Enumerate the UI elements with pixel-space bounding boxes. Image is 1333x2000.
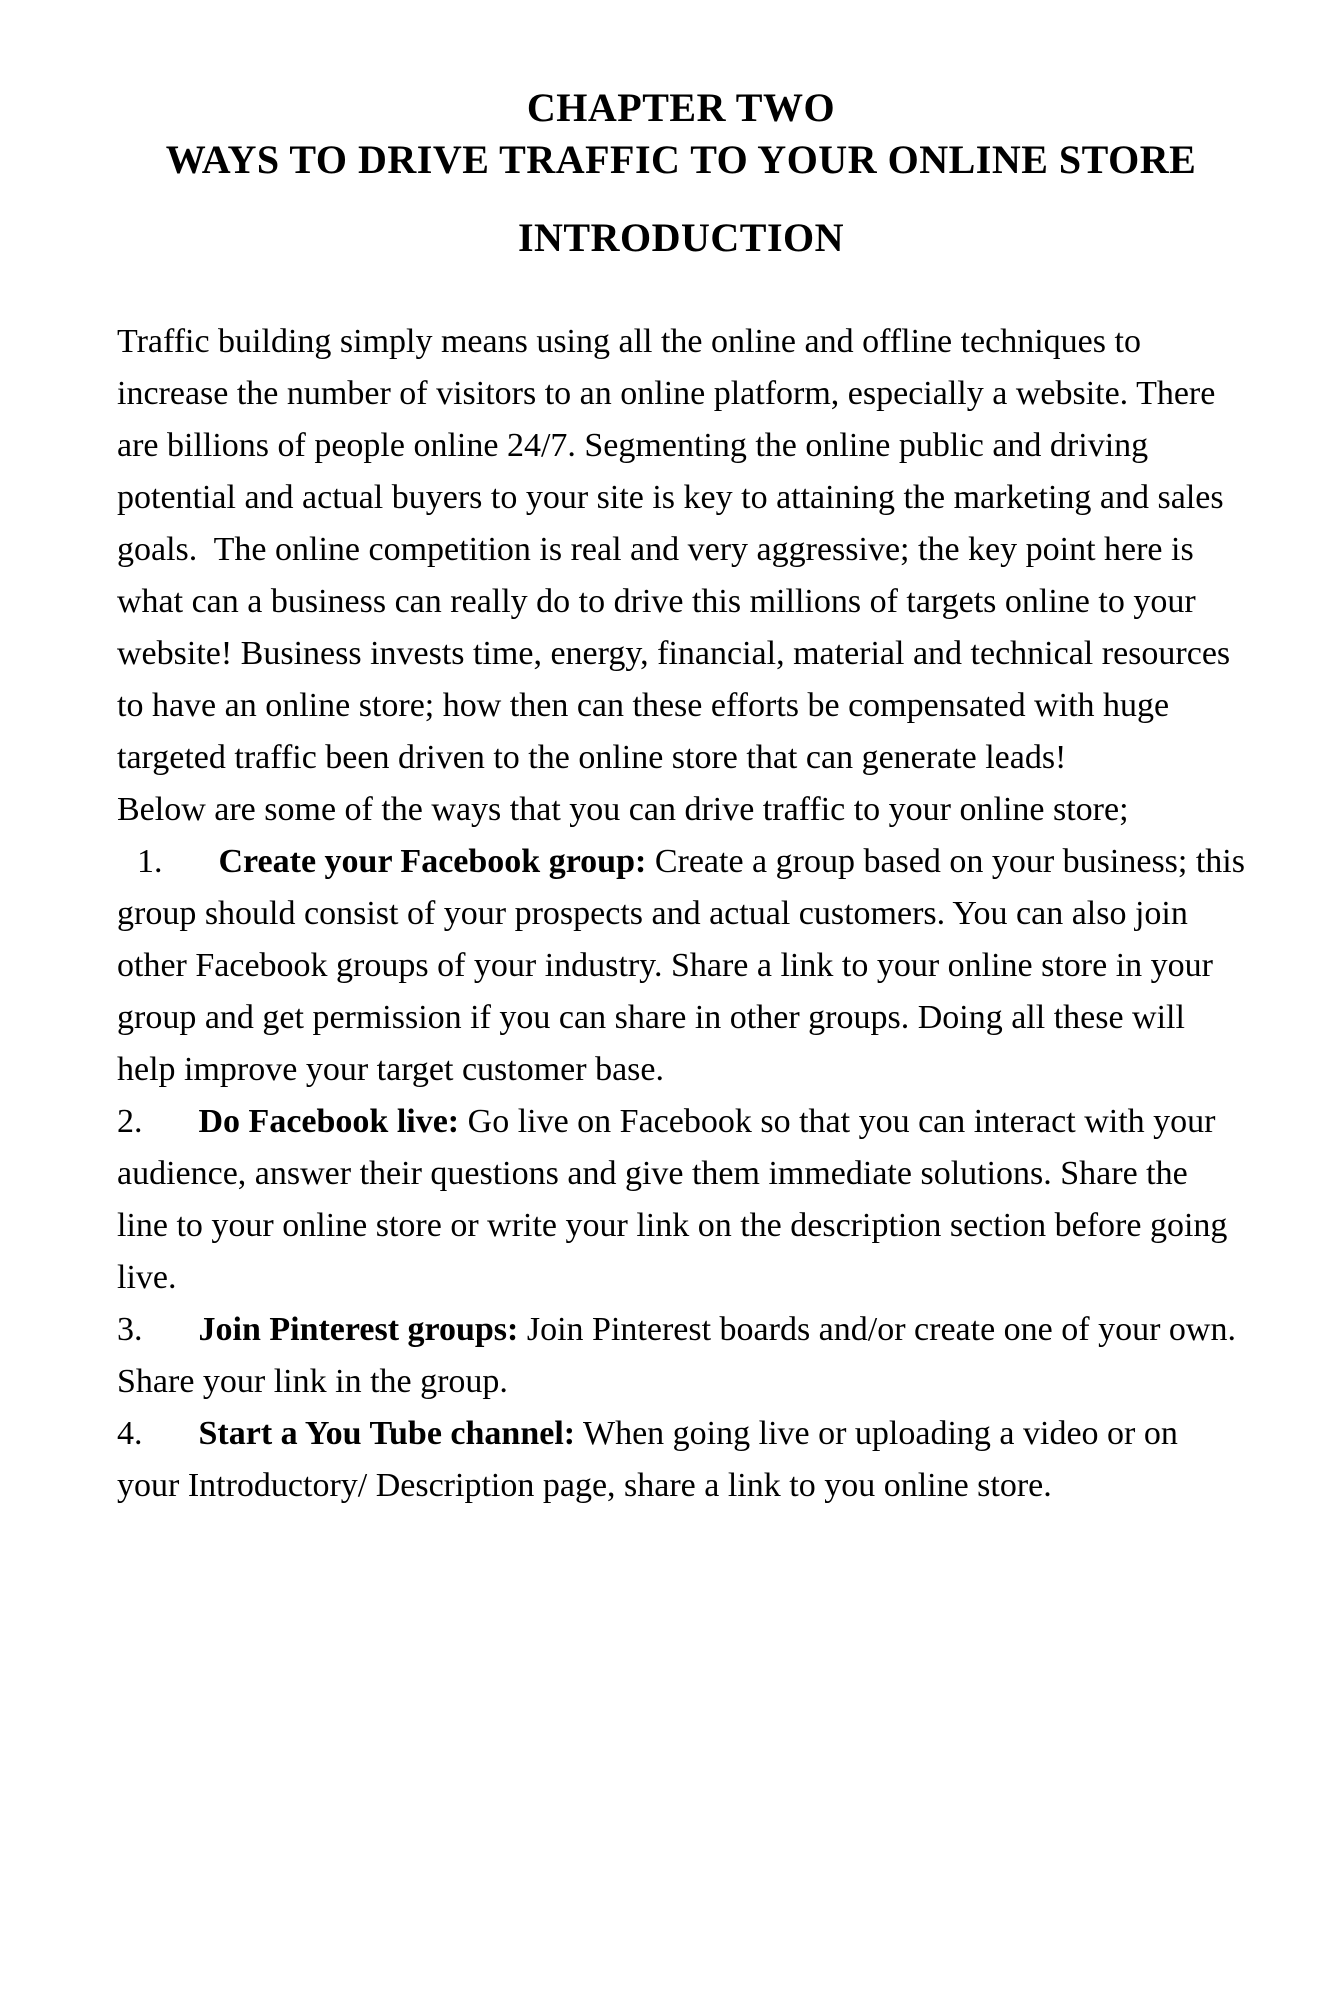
list-item-4-number: 4. [117,1415,143,1452]
introduction-heading: INTRODUCTION [517,215,845,260]
list-intro-paragraph: Below are some of the ways that you can drive traffic to your online store; [117,791,1129,828]
list-item-facebook-live [117,1096,1245,1304]
list-item-4-title: Start a You Tube channel: [198,1415,576,1452]
list-item-2-number: 2. [117,1103,143,1140]
list-item-3-title: Join Pinterest groups: [198,1311,519,1348]
chapter-name-heading: WAYS TO DRIVE TRAFFIC TO YOUR ONLINE STORE [165,137,1197,182]
list-item-pinterest-groups [117,1304,1245,1408]
list-item-youtube-channel [117,1408,1245,1512]
list-item-facebook-group [117,836,1245,1096]
list-item-3-number: 3. [117,1311,143,1348]
list-item-3-text: Join Pinterest boards and/or create one of your own. Share your link in the group. [117,1311,1236,1400]
list-item-2-title: Do Facebook live: [198,1103,460,1140]
list-item-2-text: Go live on Facebook so that you can interact with your audience, answer their questions and give them immediate solutions. Share the line to your online store or write your link on the description section before going live. [117,1103,1228,1296]
chapter-title [117,82,1245,186]
intro-paragraph: Traffic building simply means using all the online and offline techniques to increase the number of visitors to an online platform, especially a website. There are billions of people online 24/7. Segmenting the online public and driving potential and actual buyers to your site is key to attaining the marketing and sales goals. The online competition is real and very aggressive; the key point here is what can a business can really do to drive this millions of targets online to your website! Business invests time, energy, financial, material and technical resources to have an online store; how then can these efforts be compensated with huge targeted traffic been driven to the online store that can generate leads! [117,323,1231,776]
list-item-1-number: 1. [137,843,163,880]
list-item-1-text: Create a group based on your business; this group should consist of your prospects and actual customers. You can also join other Facebook groups of your industry. Share a link to your online store in your group and get permission if you can share in other groups. Doing all these will help improve your target customer base. [117,843,1245,1088]
list-item-1-title: Create your Facebook group: [218,843,647,880]
chapter-number-heading: CHAPTER TWO [526,85,836,130]
list-item-4-text: When going live or uploading a video or on your Introductory/ Description page, share a link to you online store. [117,1415,1178,1504]
